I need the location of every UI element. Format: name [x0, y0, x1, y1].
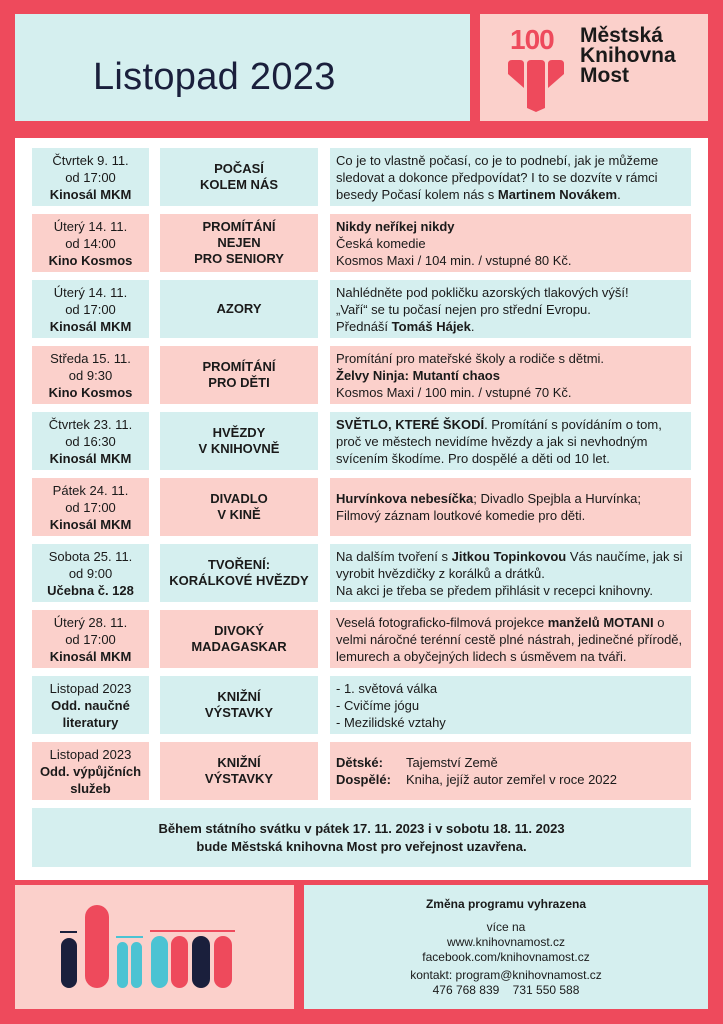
event-title: POČASÍ KOLEM NÁS — [160, 148, 318, 206]
event-description: Promítání pro mateřské školy a rodiče s dětmi. Želvy Ninja: Mutantí chaos Kosmos Maxi / 100 min. / vstupné 70 Kč. — [330, 346, 691, 404]
event-when: Úterý 14. 11. od 14:00 Kino Kosmos — [32, 214, 149, 272]
event-when: Sobota 25. 11. od 9:00 Učebna č. 128 — [32, 544, 149, 602]
contact-panel — [304, 885, 708, 1009]
decorative-books-panel — [15, 885, 294, 1009]
event-when: Úterý 28. 11. od 17:00 Kinosál MKM — [32, 610, 149, 668]
event-row — [32, 346, 691, 404]
event-title: DIVADLO V KINĚ — [160, 478, 318, 536]
event-title: AZORY — [160, 280, 318, 338]
title-panel — [15, 14, 470, 121]
books-icon — [15, 885, 294, 1009]
event-description: Na dalším tvoření s Jitkou Topinkovou Vás naučíme, jak si vyrobit hvězdičky z korálků a drátků. Na akci je třeba se předem přihlásit v recepci knihovny. — [330, 544, 691, 602]
event-title: KNIŽNÍ VÝSTAVKY — [160, 742, 318, 800]
library-logo — [480, 14, 708, 121]
event-description: Veselá fotograficko-filmová projekce manželů MOTANI o velmi náročné terénní cestě plné nástrah, jedinečné přírodě, lemurech a obyčejných lidech s úsměvem na tváři. — [330, 610, 691, 668]
event-when: Čtvrtek 9. 11. od 17:00 Kinosál MKM — [32, 148, 149, 206]
event-row — [32, 148, 691, 206]
website-link[interactable]: www.knihovnamost.cz — [446, 935, 566, 949]
logo-number: 100 — [510, 24, 554, 55]
heart-logo-icon — [506, 60, 566, 112]
event-when: Čtvrtek 23. 11. od 16:30 Kinosál MKM — [32, 412, 149, 470]
exhibition-row — [32, 676, 691, 734]
program-table — [15, 138, 708, 880]
program-change-note: Změna programu vyhrazena — [425, 897, 587, 911]
event-description: - 1. světová válka - Cvičíme jógu - Mezilidské vztahy — [330, 676, 691, 734]
event-title: TVOŘENÍ: KORÁLKOVÉ HVĚZDY — [160, 544, 318, 602]
event-row — [32, 214, 691, 272]
email-link[interactable]: kontakt: program@knihovnamost.cz — [410, 968, 602, 982]
event-row — [32, 280, 691, 338]
contact-info — [304, 968, 708, 998]
event-when: Úterý 14. 11. od 17:00 Kinosál MKM — [32, 280, 149, 338]
event-description: Dětské: Tajemství Země Dospělé: Kniha, jejíž autor zemřel v roce 2022 — [330, 742, 691, 800]
event-when: Středa 15. 11. od 9:30 Kino Kosmos — [32, 346, 149, 404]
event-title: HVĚZDY V KNIHOVNĚ — [160, 412, 318, 470]
event-row — [32, 610, 691, 668]
event-description: Hurvínkova nebesíčka; Divadlo Spejbla a Hurvínka; Filmový záznam loutkové komedie pro děti. — [330, 478, 691, 536]
event-description: Co je to vlastně počasí, co je to podnebí, jak je můžeme sledovat a dokonce předpovídat? I to se dozvíte v rámci besedy Počasí kolem nás s Martinem Novákem. — [330, 148, 691, 206]
more-info: více na www.knihovnamost.cz facebook.com/knihovnamost.cz — [304, 920, 708, 965]
event-title: DIVOKÝ MADAGASKAR — [160, 610, 318, 668]
event-row — [32, 544, 691, 602]
event-when: Listopad 2023 Odd. výpůjčních služeb — [32, 742, 149, 800]
phone-numbers: 476 768 839 731 550 588 — [432, 983, 580, 997]
event-when: Listopad 2023 Odd. naučné literatury — [32, 676, 149, 734]
event-description: Nikdy neříkej nikdy Česká komedie Kosmos Maxi / 104 min. / vstupné 80 Kč. — [330, 214, 691, 272]
exhibition-row — [32, 742, 691, 800]
event-when: Pátek 24. 11. od 17:00 Kinosál MKM — [32, 478, 149, 536]
page-title: Listopad 2023 — [93, 56, 336, 98]
event-row — [32, 478, 691, 536]
event-description: SVĚTLO, KTERÉ ŠKODÍ. Promítání s povídáním o tom, proč ve městech nevidíme hvězdy a jak si nevhodným svícením škodíme. Pro dospělé a děti od 10 let. — [330, 412, 691, 470]
holiday-notice: Během státního svátku v pátek 17. 11. 2023 i v sobotu 18. 11. 2023 bude Městská knihovna Most pro veřejnost uzavřena. — [32, 808, 691, 867]
facebook-link[interactable]: facebook.com/knihovnamost.cz — [422, 950, 590, 964]
event-row — [32, 412, 691, 470]
event-title: PROMÍTÁNÍ PRO DĚTI — [160, 346, 318, 404]
event-title: KNIŽNÍ VÝSTAVKY — [160, 676, 318, 734]
event-title: PROMÍTÁNÍ NEJEN PRO SENIORY — [160, 214, 318, 272]
logo-wordmark: Městská Knihovna Most — [580, 24, 676, 87]
event-description: Nahlédněte pod pokličku azorských tlakových výší! „Vaří“ se tu počasí nejen pro střední Evropu. Přednáší Tomáš Hájek. — [330, 280, 691, 338]
